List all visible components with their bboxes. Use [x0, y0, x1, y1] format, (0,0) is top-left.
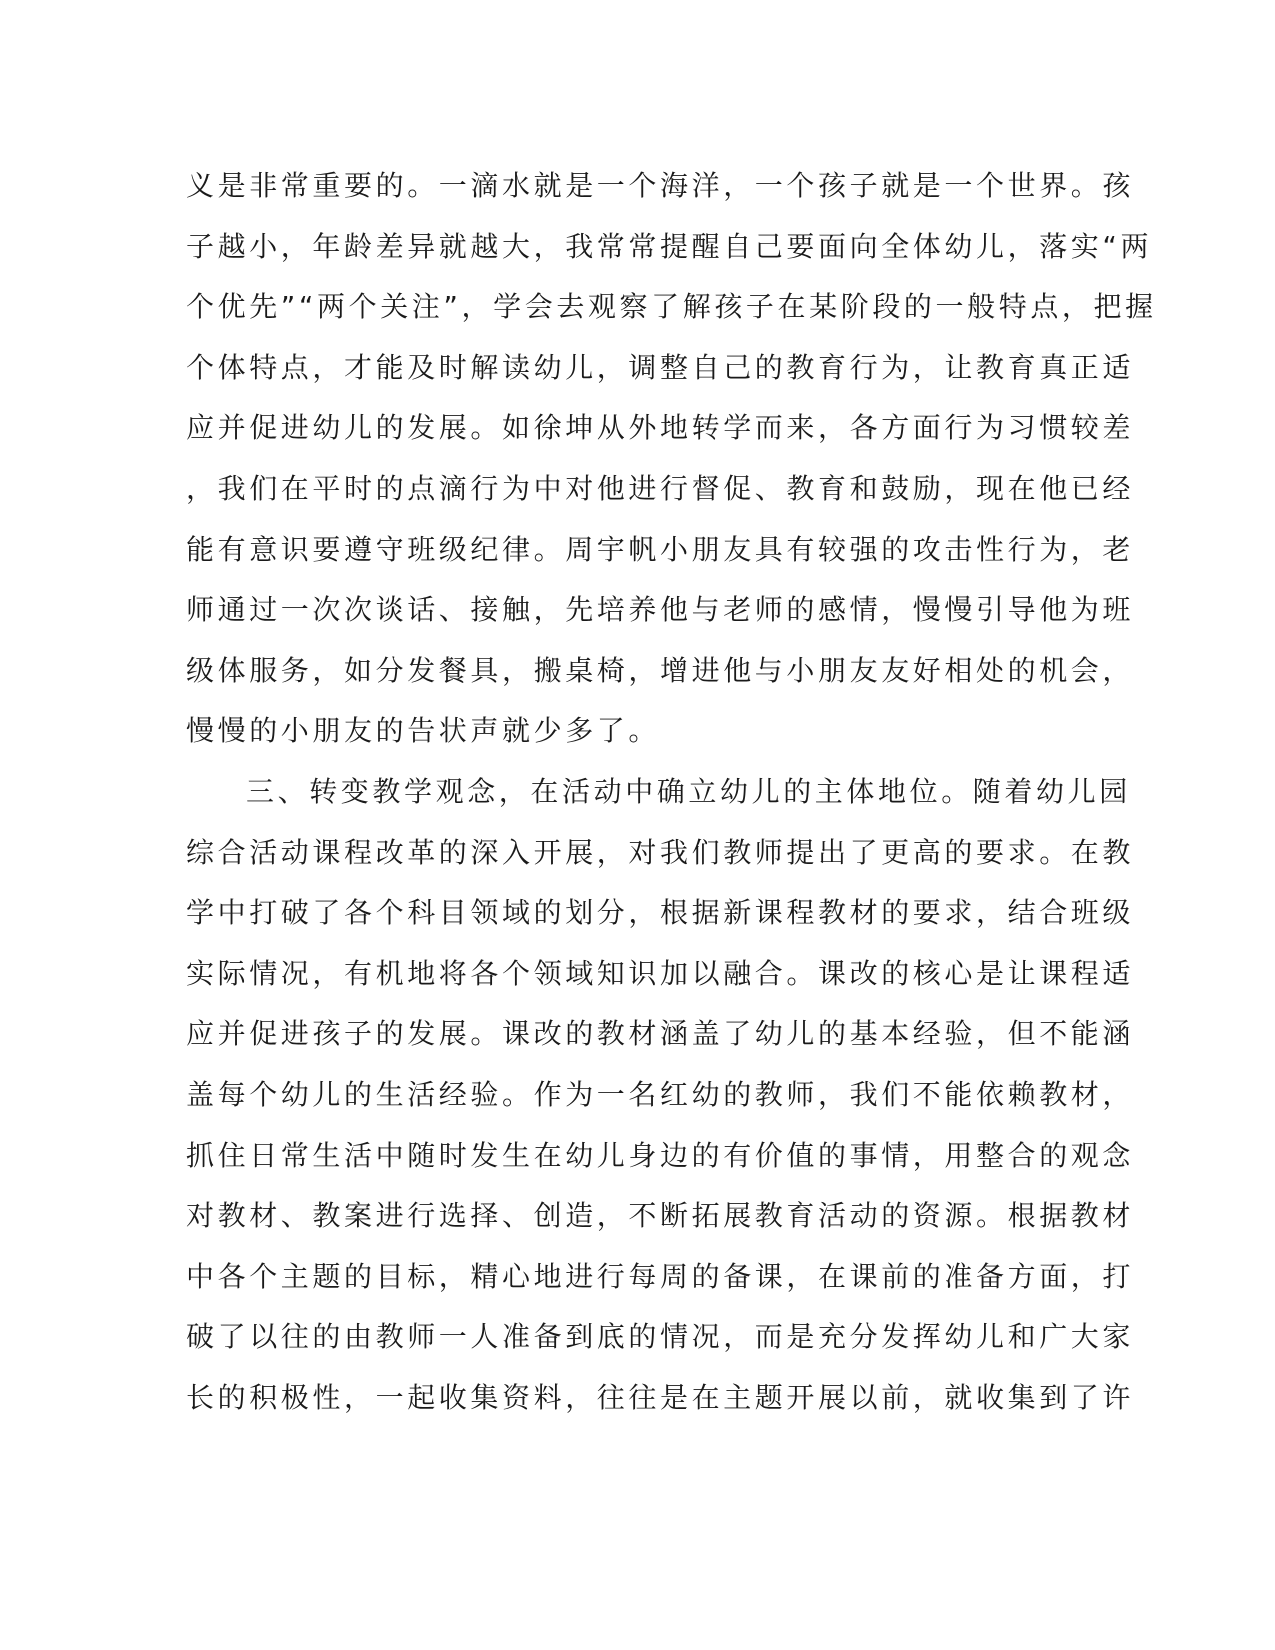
text-line: 个优先”“两个关注”，学会去观察了解孩子在某阶段的一般特点，把握	[186, 290, 1157, 324]
text-line: 中各个主题的目标，精心地进行每周的备课，在课前的准备方面，打	[186, 1259, 1135, 1293]
text-line: 应并促进孩子的发展。课改的教材涵盖了幼儿的基本经验，但不能涵	[186, 1017, 1135, 1051]
text-line: ，我们在平时的点滴行为中对他进行督促、教育和鼓励，现在他已经	[186, 471, 1135, 505]
text-line: 长的积极性，一起收集资料，往往是在主题开展以前，就收集到了许	[186, 1380, 1135, 1414]
text-line: 师通过一次次谈话、接触，先培养他与老师的感情，慢慢引导他为班	[186, 593, 1135, 627]
text-line: 综合活动课程改革的深入开展，对我们教师提出了更高的要求。在教	[186, 835, 1135, 869]
text-line: 盖每个幼儿的生活经验。作为一名红幼的教师，我们不能依赖教材，	[186, 1077, 1135, 1111]
text-line: 义是非常重要的。一滴水就是一个海洋，一个孩子就是一个世界。孩	[186, 169, 1135, 202]
text-line: 能有意识要遵守班级纪律。周宇帆小朋友具有较强的攻击性行为，老	[186, 532, 1135, 566]
text-line: 对教材、教案进行选择、创造，不断拓展教育活动的资源。根据教材	[186, 1199, 1135, 1233]
text-line: 实际情况，有机地将各个领域知识加以融合。课改的核心是让课程适	[186, 956, 1135, 990]
section-heading-line: 三、转变教学观念，在活动中确立幼儿的主体地位。随着幼儿园	[246, 774, 1131, 808]
text-line: 抓住日常生活中随时发生在幼儿身边的有价值的事情，用整合的观念	[186, 1138, 1135, 1172]
text-line: 级体服务，如分发餐具，搬桌椅，增进他与小朋友友好相处的机会，	[186, 653, 1135, 687]
text-line: 个体特点，才能及时解读幼儿，调整自己的教育行为，让教育真正适	[186, 350, 1135, 384]
body-text	[186, 156, 1157, 1428]
text-line: 学中打破了各个科目领域的划分，根据新课程教材的要求，结合班级	[186, 896, 1135, 930]
text-line: 应并促进幼儿的发展。如徐坤从外地转学而来，各方面行为习惯较差	[186, 411, 1135, 445]
text-line: 慢慢的小朋友的告状声就少多了。	[186, 714, 661, 748]
text-line: 子越小，年龄差异就越大，我常常提醒自己要面向全体幼儿，落实“两	[186, 229, 1153, 263]
text-line: 破了以往的由教师一人准备到底的情况，而是充分发挥幼儿和广大家	[186, 1320, 1135, 1354]
